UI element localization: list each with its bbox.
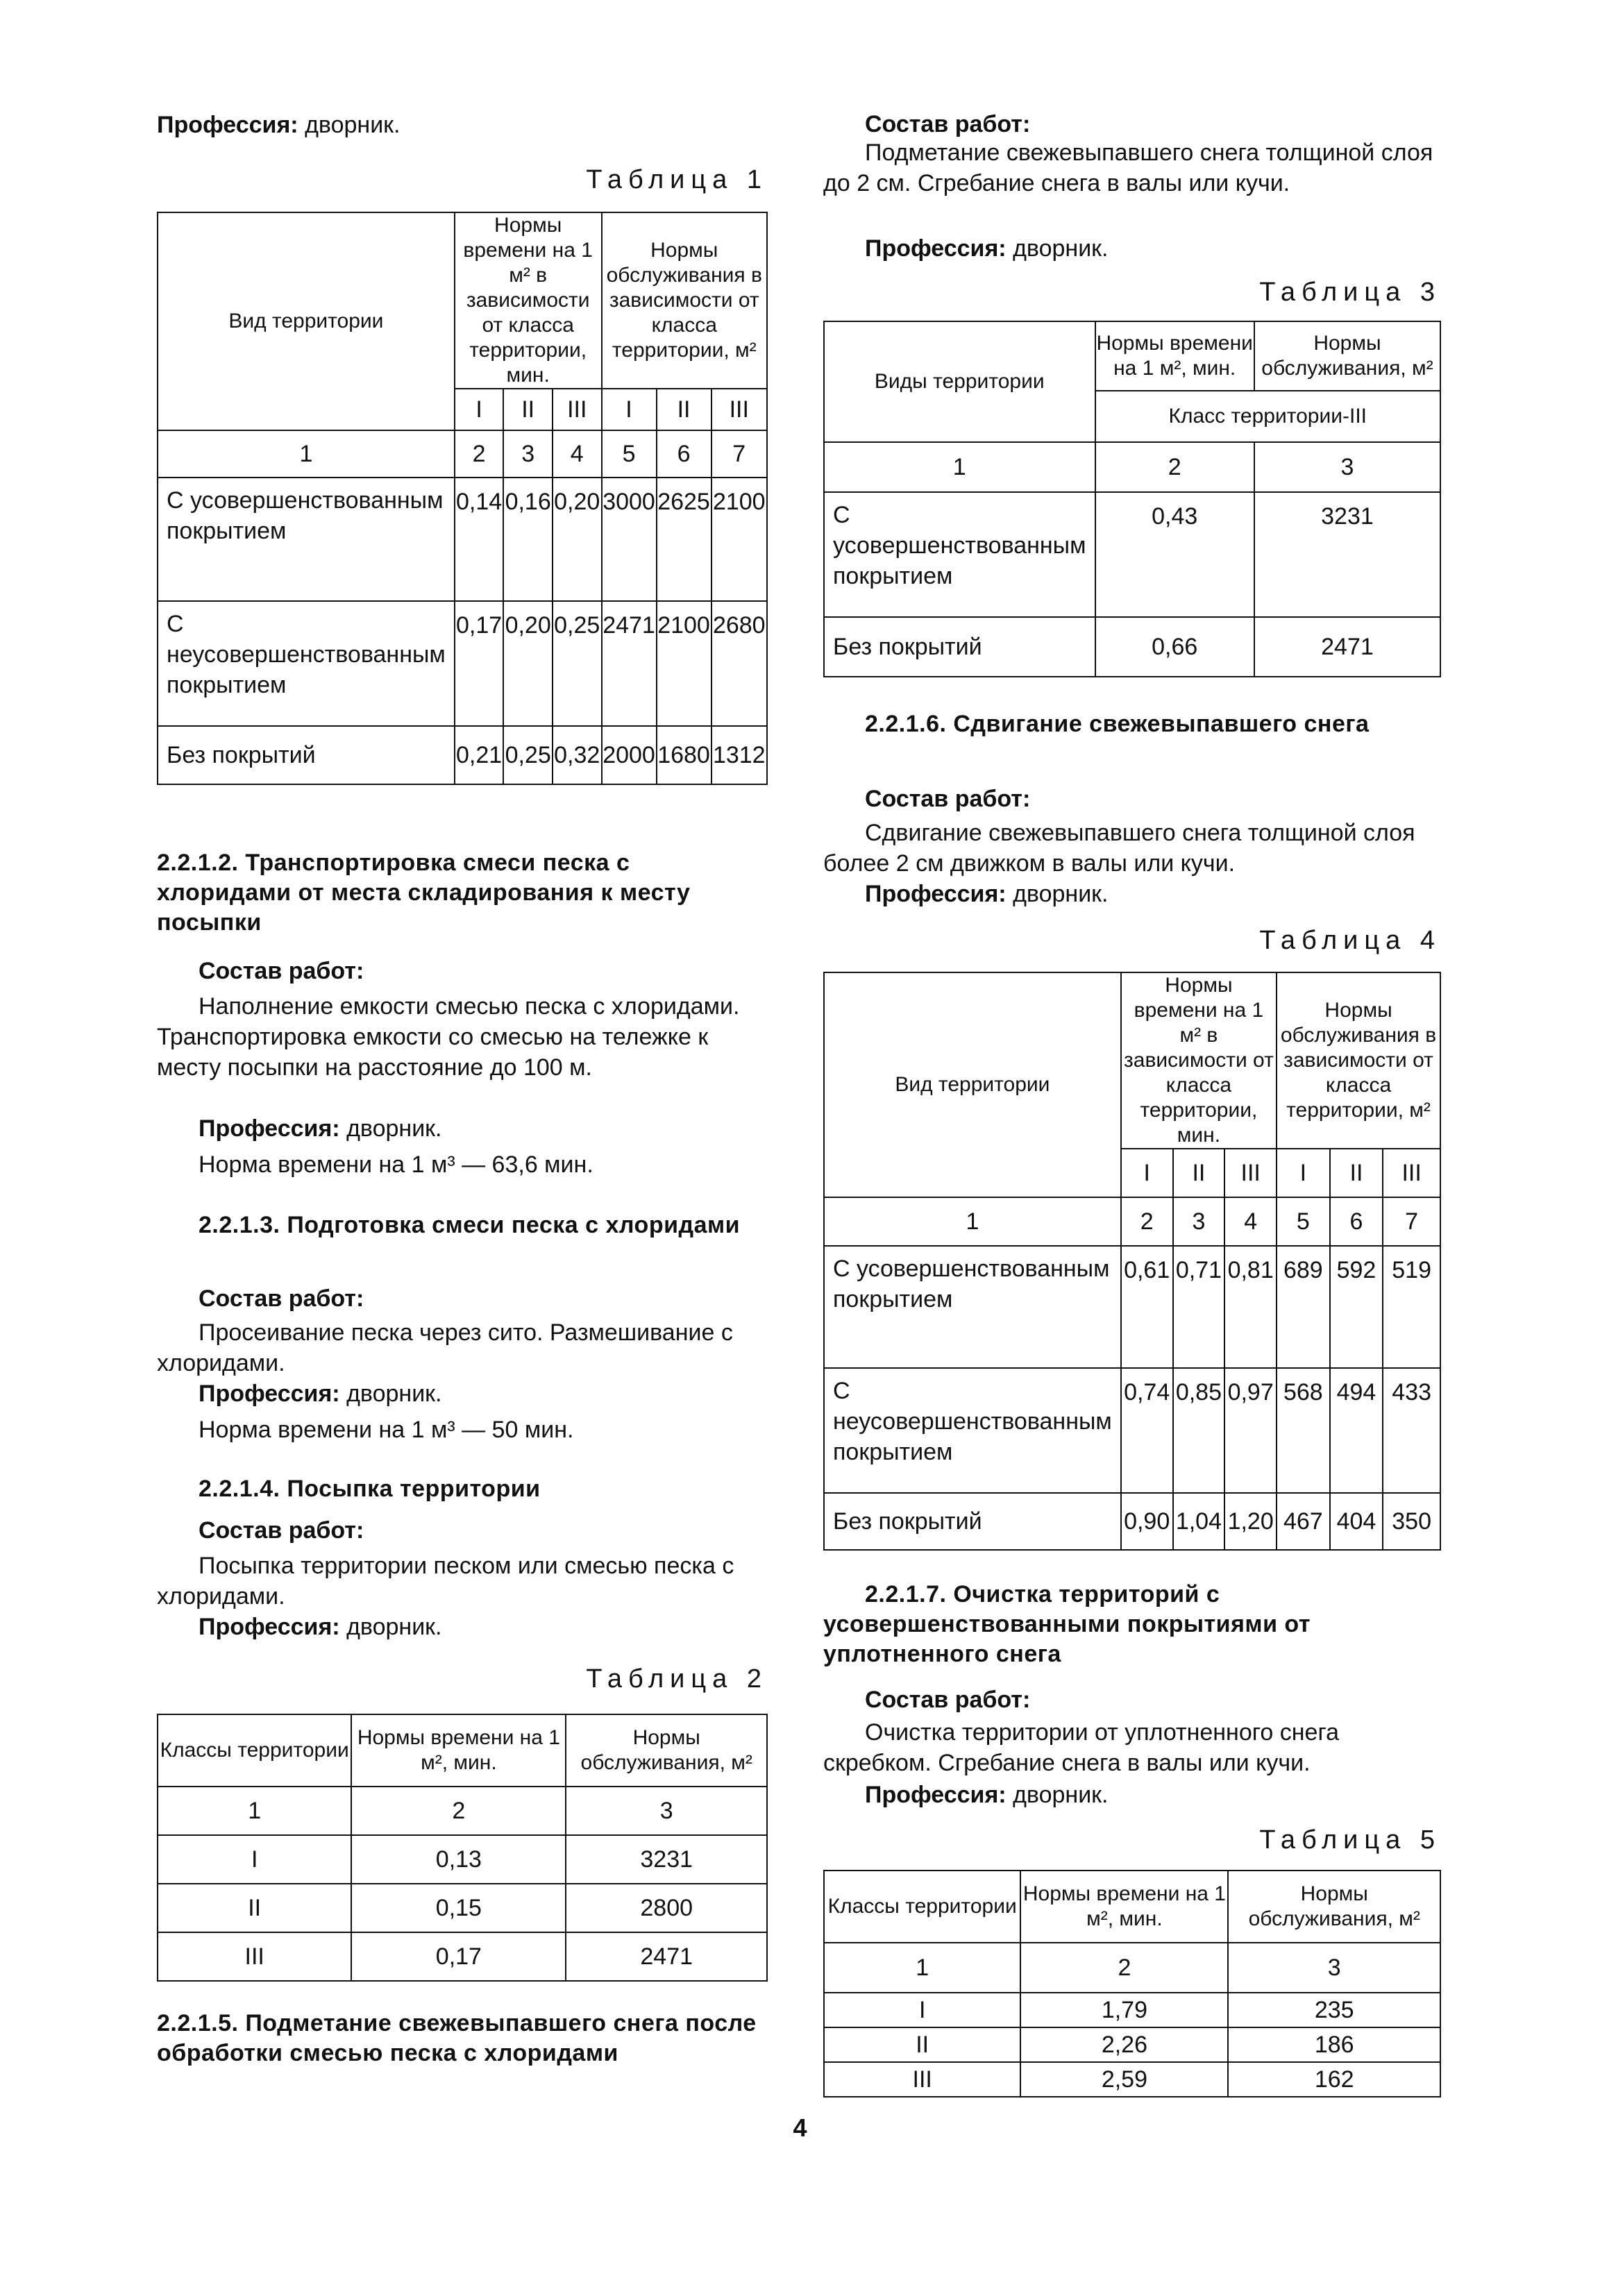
table2-cell: III [158, 1932, 351, 1981]
time-norm: Норма времени на 1 м³ — 50 мин. [199, 1417, 574, 1443]
table1-colnum: 7 [711, 430, 767, 478]
table5-header-time: Нормы времени на 1 м², мин. [1020, 1871, 1228, 1943]
table1-cell: 1312 [711, 726, 767, 784]
table1-caption: Таблица 1 [586, 165, 768, 194]
table1-class: I [602, 389, 657, 430]
table4-colnum: 4 [1224, 1197, 1277, 1246]
table4-cell: 350 [1383, 1493, 1440, 1550]
table1-colnum: 1 [158, 430, 455, 478]
table-row [824, 1993, 1440, 2027]
table1-cell: 0,25 [553, 601, 602, 726]
table4-cell: 1,20 [1224, 1493, 1277, 1550]
table1-class: II [657, 389, 711, 430]
table5-colnum: 3 [1228, 1943, 1440, 1993]
table3-cell: 0,43 [1095, 492, 1254, 617]
table-row [158, 1932, 767, 1981]
table3-colnum: 1 [824, 442, 1095, 492]
table2-cell: I [158, 1835, 351, 1884]
table2-cell: 0,13 [351, 1835, 566, 1884]
profession-line: Профессия: дворник. [199, 1115, 442, 1142]
section-heading-2-2-1-4: 2.2.1.4. Посыпка территории [199, 1476, 541, 1502]
table4-class: II [1330, 1149, 1383, 1197]
table1-class: III [711, 389, 767, 430]
table4-cell: 0,97 [1224, 1368, 1277, 1493]
page-number: 4 [793, 2113, 807, 2142]
table-row [824, 1493, 1440, 1550]
composition-label: Состав работ: [865, 111, 1031, 137]
table1-header-service: Нормы обслуживания в зависимости от класса территории, м² [602, 212, 767, 389]
table1-colnum: 5 [602, 430, 657, 478]
table4-cell: 0,61 [1121, 1246, 1173, 1368]
table5-header-service: Нормы обслуживания, м² [1228, 1871, 1440, 1943]
table1-row-name: С усовершенствованным покрытием [158, 478, 455, 601]
table4-cell: 689 [1277, 1246, 1330, 1368]
table4-row-name: С неусовершенствованным покрытием [824, 1368, 1121, 1493]
section-heading-2-2-1-7: 2.2.1.7. Очистка территорий с усовершенствованными покрытиями от уплотненного снега [823, 1581, 1311, 1667]
section-heading-2-2-1-5: 2.2.1.5. Подметание свежевыпавшего снега после обработки смесью песка с хлоридами [157, 2010, 757, 2066]
profession-line: Профессия: дворник. [199, 1381, 442, 1407]
table3-header-class: Класс территории-III [1095, 391, 1441, 442]
table4-cell: 1,04 [1173, 1493, 1225, 1550]
table5-cell: I [824, 1993, 1020, 2027]
time-norm: Норма времени на 1 м³ — 63,6 мин. [199, 1151, 593, 1178]
profession-line: Профессия: дворник. [865, 881, 1109, 907]
table4-colnum: 5 [1277, 1197, 1330, 1246]
table4-cell: 592 [1330, 1246, 1383, 1368]
table3 [823, 321, 1441, 677]
table3-colnum: 3 [1254, 442, 1440, 492]
table2-header-time: Нормы времени на 1 м², мин. [351, 1714, 566, 1787]
table1-header-time: Нормы времени на 1 м² в зависимости от класса территории, мин. [455, 212, 602, 389]
table4-cell: 494 [1330, 1368, 1383, 1493]
table1-cell: 1680 [657, 726, 711, 784]
table4-colnum: 7 [1383, 1197, 1440, 1246]
table2 [157, 1714, 768, 1982]
table1-cell: 0,25 [503, 726, 553, 784]
table4 [823, 972, 1441, 1551]
table1-cell: 0,32 [553, 726, 602, 784]
profession-line: Профессия: дворник. [865, 1782, 1109, 1808]
profession-line: Профессия: дворник. [865, 235, 1109, 262]
table1-colnum: 6 [657, 430, 711, 478]
table3-header-territory: Виды территории [824, 321, 1095, 442]
table3-caption: Таблица 3 [1259, 278, 1441, 307]
section-heading-2-2-1-6: 2.2.1.6. Сдвигание свежевыпавшего снега [865, 711, 1370, 737]
table3-row-name: С усовершенствованным покрытием [824, 492, 1095, 617]
table-row [158, 1884, 767, 1932]
table4-row-name: Без покрытий [824, 1493, 1121, 1550]
table4-class: II [1173, 1149, 1225, 1197]
table-row [824, 617, 1440, 677]
composition-text: Посыпка территории песком или смесью песка с хлоридами. [157, 1553, 734, 1610]
table1-cell: 3000 [602, 478, 657, 601]
table5-colnum: 1 [824, 1943, 1020, 1993]
composition-label: Состав работ: [865, 1687, 1031, 1713]
table1-row-name: С неусовершенствованным покрытием [158, 601, 455, 726]
table5-header-classes: Классы территории [824, 1871, 1020, 1943]
table1-cell: 2471 [602, 601, 657, 726]
table5-cell: II [824, 2027, 1020, 2062]
composition-text: Наполнение емкости смесью песка с хлоридами. Транспортировка емкости со смесью на тележке к месту посыпки на расстояние до 100 м. [157, 993, 740, 1081]
table4-header-service: Нормы обслуживания в зависимости от класса территории, м² [1277, 972, 1440, 1149]
table1-class: I [455, 389, 504, 430]
composition-label: Состав работ: [865, 786, 1031, 812]
table4-cell: 433 [1383, 1368, 1440, 1493]
table2-colnum: 2 [351, 1787, 566, 1835]
section-heading-2-2-1-2: 2.2.1.2. Транспортировка смеси песка с хлоридами от места складирования к месту посыпки [157, 850, 691, 936]
table5-cell: 162 [1228, 2062, 1440, 2097]
table-row [158, 601, 767, 726]
table4-caption: Таблица 4 [1259, 926, 1441, 955]
table4-colnum: 3 [1173, 1197, 1225, 1246]
composition-label: Состав работ: [199, 1285, 364, 1312]
table1 [157, 212, 768, 785]
table2-cell: 2800 [566, 1884, 767, 1932]
table4-cell: 519 [1383, 1246, 1440, 1368]
table1-row-name: Без покрытий [158, 726, 455, 784]
table1-cell: 2680 [711, 601, 767, 726]
table3-colnum: 2 [1095, 442, 1254, 492]
table5-cell: 2,26 [1020, 2027, 1228, 2062]
table-row [158, 1835, 767, 1884]
table4-cell: 467 [1277, 1493, 1330, 1550]
composition-label: Состав работ: [199, 958, 364, 984]
table2-cell: II [158, 1884, 351, 1932]
table2-cell: 0,15 [351, 1884, 566, 1932]
table5-cell: III [824, 2062, 1020, 2097]
profession-line: Профессия: дворник. [199, 1614, 442, 1640]
table5-cell: 186 [1228, 2027, 1440, 2062]
table4-cell: 0,90 [1121, 1493, 1173, 1550]
table3-cell: 2471 [1254, 617, 1440, 677]
table-row [824, 1368, 1440, 1493]
table5-caption: Таблица 5 [1259, 1825, 1441, 1855]
table5-cell: 1,79 [1020, 1993, 1228, 2027]
table3-header-service: Нормы обслуживания, м² [1254, 321, 1440, 391]
table4-cell: 0,74 [1121, 1368, 1173, 1493]
table1-colnum: 2 [455, 430, 504, 478]
table1-colnum: 3 [503, 430, 553, 478]
section-heading-2-2-1-3: 2.2.1.3. Подготовка смеси песка с хлоридами [199, 1212, 741, 1238]
table-row [824, 492, 1440, 617]
table3-cell: 3231 [1254, 492, 1440, 617]
composition-label: Состав работ: [199, 1517, 364, 1544]
table2-colnum: 3 [566, 1787, 767, 1835]
table4-header-territory: Вид территории [824, 972, 1121, 1197]
table2-cell: 2471 [566, 1932, 767, 1981]
table1-cell: 0,14 [455, 478, 504, 601]
table-row [824, 2027, 1440, 2062]
table3-cell: 0,66 [1095, 617, 1254, 677]
table4-row-name: С усовершенствованным покрытием [824, 1246, 1121, 1368]
composition-text: Просеивание песка через сито. Размешивание с хлоридами. [157, 1319, 733, 1376]
table1-cell: 2100 [657, 601, 711, 726]
table2-caption: Таблица 2 [586, 1664, 768, 1694]
table-row [158, 726, 767, 784]
table1-class: III [553, 389, 602, 430]
table-row [824, 1246, 1440, 1368]
table4-cell: 0,85 [1173, 1368, 1225, 1493]
table1-cell: 2100 [711, 478, 767, 601]
table1-colnum: 4 [553, 430, 602, 478]
composition-text: Подметание свежевыпавшего снега толщиной слоя до 2 см. Сгребание снега в валы или кучи. [823, 140, 1433, 196]
table4-cell: 568 [1277, 1368, 1330, 1493]
table1-header-territory: Вид территории [158, 212, 455, 430]
table4-cell: 0,81 [1224, 1246, 1277, 1368]
composition-text: Сдвигание свежевыпавшего снега толщиной слоя более 2 см движком в валы или кучи. [823, 820, 1415, 877]
table1-cell: 0,20 [503, 601, 553, 726]
composition-text: Очистка территории от уплотненного снега скребком. Сгребание снега в валы или кучи. [823, 1719, 1340, 1776]
table2-header-service: Нормы обслуживания, м² [566, 1714, 767, 1787]
table4-cell: 404 [1330, 1493, 1383, 1550]
table3-header-time: Нормы времени на 1 м², мин. [1095, 321, 1254, 391]
table4-colnum: 6 [1330, 1197, 1383, 1246]
table2-cell: 3231 [566, 1835, 767, 1884]
table5-cell: 235 [1228, 1993, 1440, 2027]
table4-cell: 0,71 [1173, 1246, 1225, 1368]
table-row [158, 478, 767, 601]
table1-cell: 2625 [657, 478, 711, 601]
table1-cell: 0,16 [503, 478, 553, 601]
table4-class: III [1224, 1149, 1277, 1197]
table5-cell: 2,59 [1020, 2062, 1228, 2097]
table1-class: II [503, 389, 553, 430]
table4-class: I [1277, 1149, 1330, 1197]
table4-colnum: 1 [824, 1197, 1121, 1246]
table3-row-name: Без покрытий [824, 617, 1095, 677]
profession-line: Профессия: дворник. [157, 112, 401, 138]
table1-cell: 0,21 [455, 726, 504, 784]
table5 [823, 1870, 1441, 2097]
table1-cell: 2000 [602, 726, 657, 784]
table-row [824, 2062, 1440, 2097]
table1-cell: 0,17 [455, 601, 504, 726]
table2-cell: 0,17 [351, 1932, 566, 1981]
table4-header-time: Нормы времени на 1 м² в зависимости от класса территории, мин. [1121, 972, 1277, 1149]
table1-cell: 0,20 [553, 478, 602, 601]
table2-header-classes: Классы территории [158, 1714, 351, 1787]
table5-colnum: 2 [1020, 1943, 1228, 1993]
table2-colnum: 1 [158, 1787, 351, 1835]
table4-class: I [1121, 1149, 1173, 1197]
table4-colnum: 2 [1121, 1197, 1173, 1246]
table4-class: III [1383, 1149, 1440, 1197]
